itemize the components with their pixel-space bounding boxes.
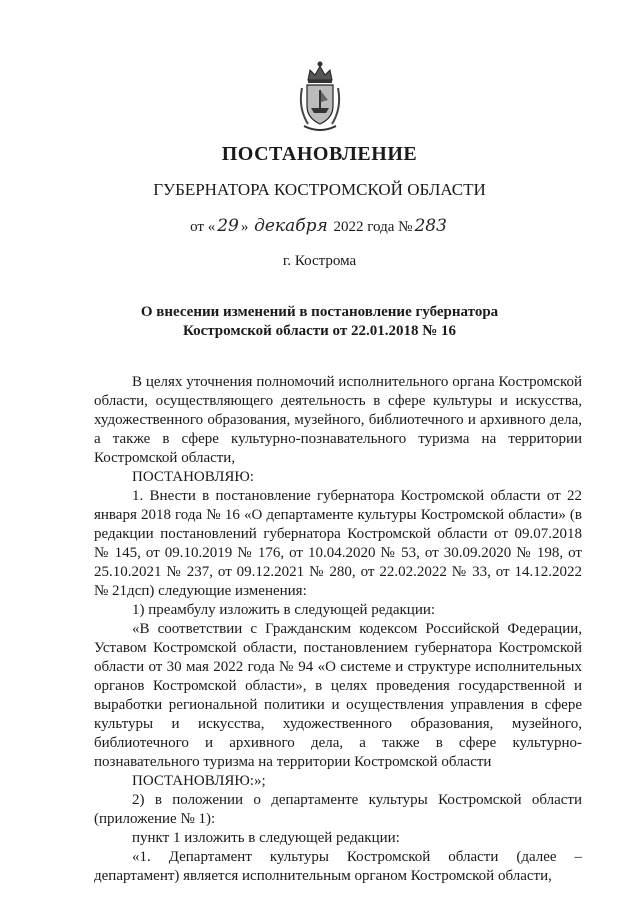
- date-quote-close: »: [240, 219, 249, 235]
- heading-line-1: О внесении изменений в постановление губернатора: [140, 304, 499, 320]
- document-number-handwritten: 283: [414, 216, 447, 236]
- paragraph-8: пункт 1 изложить в следующей редакции:: [132, 830, 400, 846]
- document-body: [94, 373, 582, 886]
- heading-line-2: Костромской области от 22.01.2018 № 16: [182, 323, 457, 339]
- document-subtitle: ГУБЕРНАТОРА КОСТРОМСКОЙ ОБЛАСТИ: [153, 180, 486, 199]
- paragraph-1: В целях уточнения полномочий исполнительного органа Костромской области, осуществляющего деятельность в сфере культуры и искусства, художественного образования, музейного, библиотечного и архивного дела, а также в сфере культурно-познавательного туризма на территории Костромской области,: [94, 374, 582, 466]
- document-city: г. Кострома: [282, 253, 357, 269]
- date-month-handwritten: декабря: [254, 216, 328, 236]
- date-day-handwritten: 29: [217, 216, 239, 236]
- paragraph-4: 1) преамбулу изложить в следующей редакции:: [132, 602, 436, 618]
- paragraph-7: 2) в положении о департаменте культуры Костромской области (приложение № 1):: [94, 792, 582, 827]
- date-year-text: 2022 года №: [333, 219, 413, 235]
- paragraph-3: 1. Внести в постановление губернатора Костромской области от 22 января 2018 года № 16 «О департаменте культуры Костромской области» (в редакции постановлений губернатора Костромской области от 09.07.2018 № 145, от 09.10.2019 № 176, от 10.04.2020 № 53, от 30.09.2020 № 198, от 25.10.2021 № 237, от 09.12.2021 № 280, от 22.02.2022 № 33, от 14.12.2022 № 21дсп) следующие изменения:: [94, 488, 582, 599]
- paragraph-9: «1. Департамент культуры Костромской области (далее – департамент) является исполнительным органом Костромской области,: [94, 849, 582, 884]
- coat-of-arms-icon: [296, 58, 344, 134]
- document-heading: [100, 303, 539, 341]
- date-prefix: от «: [190, 219, 216, 235]
- paragraph-5: «В соответствии с Гражданским кодексом Российской Федерации, Уставом Костромской области, постановлением губернатора Костромской области от 30 мая 2022 года № 94 «О системе и структуре исполнительных органов Костромской области», в целях проведения государственной и выработки региональной политики и осуществления управления в сфере культуры и искусства, художественного образования, музейного, библиотечного и архивного дела, а также в сфере культурно-познавательного туризма на территории Костромской области: [94, 621, 582, 770]
- paragraph-2: ПОСТАНОВЛЯЮ:: [132, 469, 254, 485]
- document-date-line: [0, 216, 639, 236]
- paragraph-6: ПОСТАНОВЛЯЮ:»;: [132, 773, 266, 789]
- document-title: ПОСТАНОВЛЕНИЕ: [221, 143, 418, 165]
